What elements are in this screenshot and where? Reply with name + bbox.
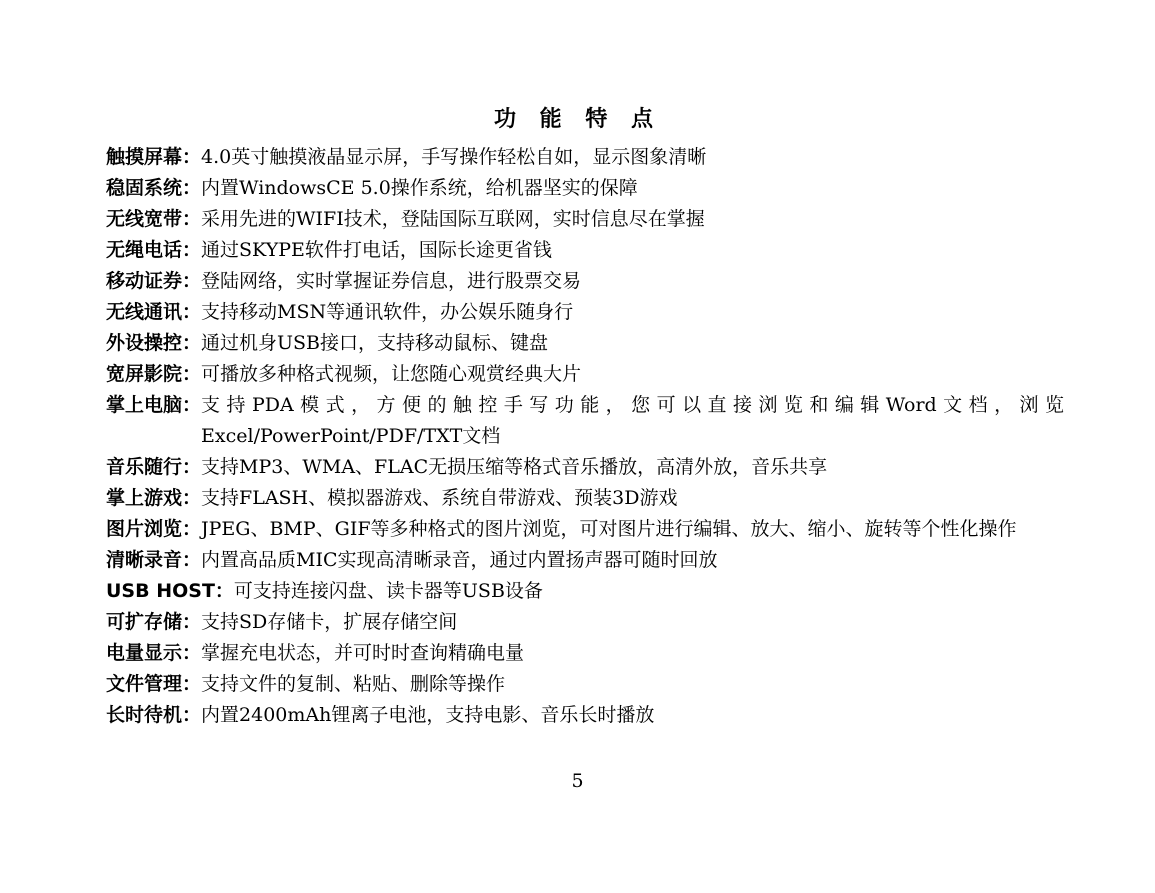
feature-label: 清晰录音： — [106, 549, 202, 571]
feature-description: 登陆网络，实时掌握证券信息，进行股票交易 — [201, 270, 582, 292]
feature-description: 4.0英寸触摸液晶显示屏，手写操作轻松自如，显示图象清晰 — [201, 146, 707, 168]
feature-label: 无线宽带： — [106, 208, 202, 230]
feature-item — [106, 142, 1064, 173]
feature-label: 掌上电脑： — [106, 394, 202, 416]
feature-item — [106, 545, 1064, 576]
feature-description: 通过SKYPE软件打电话，国际长途更省钱 — [201, 239, 552, 261]
feature-label: 音乐随行： — [106, 456, 202, 478]
feature-item — [106, 266, 1064, 297]
feature-description: 支持MP3、WMA、FLAC无损压缩等格式音乐播放，高清外放，音乐共享 — [201, 456, 828, 478]
feature-label: 无绳电话： — [106, 239, 202, 261]
feature-label: 宽屏影院： — [106, 363, 202, 385]
feature-description: 内置WindowsCE 5.0操作系统，给机器坚实的保障 — [201, 177, 638, 199]
feature-description: JPEG、BMP、GIF等多种格式的图片浏览，可对图片进行编辑、放大、缩小、旋转等个性化操作 — [201, 518, 1017, 540]
feature-item — [106, 204, 1064, 235]
feature-item — [106, 576, 1064, 607]
feature-item — [106, 607, 1064, 638]
feature-description: 支持移动MSN等通讯软件，办公娱乐随身行 — [201, 301, 574, 323]
feature-item — [106, 669, 1064, 700]
feature-item — [106, 514, 1064, 545]
feature-item — [106, 359, 1064, 390]
feature-item — [106, 235, 1064, 266]
feature-item — [106, 483, 1064, 514]
feature-label: 长时待机： — [106, 704, 202, 726]
feature-description: 内置高品质MIC实现高清晰录音，通过内置扬声器可随时回放 — [201, 549, 718, 571]
feature-label: 无线通讯： — [106, 301, 202, 323]
feature-item — [106, 173, 1064, 204]
feature-item — [106, 390, 1064, 452]
feature-label: USB HOST： — [106, 580, 234, 602]
feature-label: 掌上游戏： — [106, 487, 202, 509]
feature-description: 支持SD存储卡，扩展存储空间 — [201, 611, 458, 633]
feature-label: 可扩存储： — [106, 611, 202, 633]
feature-description: 通过机身USB接口，支持移动鼠标、键盘 — [201, 332, 549, 354]
feature-label: 文件管理： — [106, 673, 202, 695]
feature-item — [106, 700, 1064, 731]
page-number: 5 — [571, 770, 584, 792]
feature-description: 掌握充电状态，并可时时查询精确电量 — [201, 642, 525, 664]
feature-item — [106, 452, 1064, 483]
feature-description: 采用先进的WIFI技术，登陆国际互联网，实时信息尽在掌握 — [201, 208, 705, 230]
feature-item — [106, 638, 1064, 669]
feature-description: 内置2400mAh锂离子电池，支持电影、音乐长时播放 — [201, 704, 655, 726]
feature-label: 电量显示： — [106, 642, 202, 664]
feature-item — [106, 297, 1064, 328]
feature-description: 支持FLASH、模拟器游戏、系统自带游戏、预装3D游戏 — [201, 487, 678, 509]
feature-list — [106, 142, 1064, 731]
feature-label: 图片浏览： — [106, 518, 202, 540]
page-title: 功 能 特 点 — [494, 107, 661, 132]
feature-description: 可播放多种格式视频，让您随心观赏经典大片 — [201, 363, 582, 385]
feature-description: 支持PDA模式，方便的触控手写功能，您可以直接浏览和编辑Word文档，浏览Excel/PowerPoint/PDF/TXT文档 — [201, 394, 1064, 447]
feature-label: 移动证券： — [106, 270, 202, 292]
feature-item — [106, 328, 1064, 359]
feature-label: 触摸屏幕： — [106, 146, 202, 168]
feature-label: 稳固系统： — [106, 177, 202, 199]
feature-label: 外设操控： — [106, 332, 202, 354]
feature-description: 可支持连接闪盘、读卡器等USB设备 — [233, 580, 543, 602]
feature-description: 支持文件的复制、粘贴、删除等操作 — [201, 673, 506, 695]
